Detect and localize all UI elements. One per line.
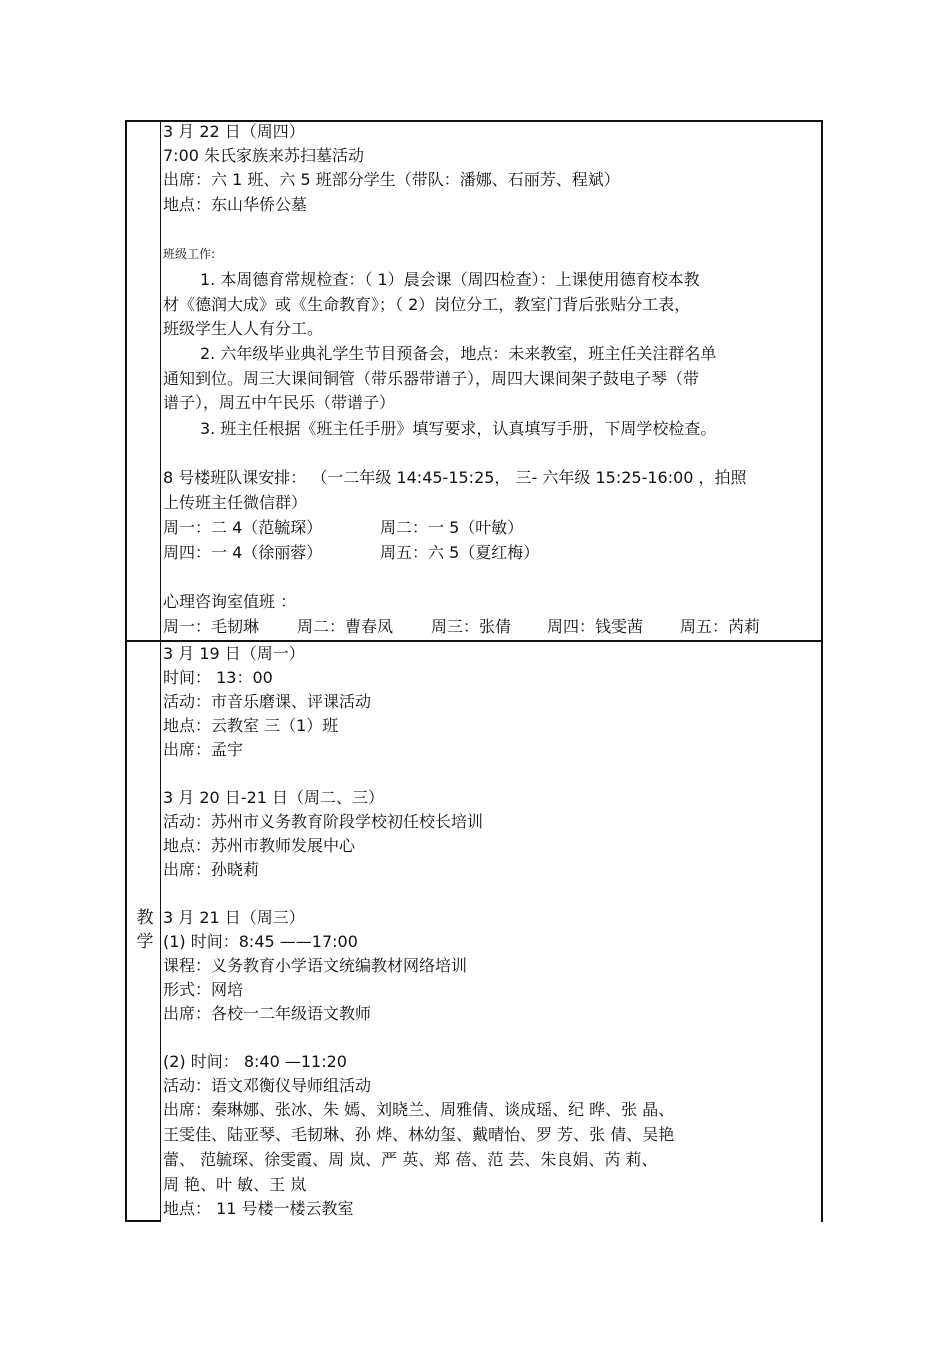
paragraph-line: 班级学生人人有分工。	[163, 319, 324, 338]
activity-line: 活动：苏州市义务教育阶段学校初任校长培训	[163, 812, 484, 831]
duty-cell: 周一：毛韧琳	[163, 617, 260, 636]
paragraph-line: 2. 六年级毕业典礼学生节目预备会，地点：未来教室，班主任关注群名单	[200, 344, 717, 363]
table-left-border	[125, 120, 127, 1222]
table-right-border	[821, 120, 823, 1222]
course-line: 课程：义务教育小学语文统编教材网络培训	[163, 956, 468, 975]
schedule-cell: 周一：二 4（范毓琛）	[163, 518, 323, 537]
paragraph-line: 谱子），周五中午民乐（带谱子）	[163, 393, 396, 412]
attendees-line: 出席：秦琳娜、张冰、朱 嫣、刘晓兰、周雅倩、谈成瑶、纪 晔、张 晶、	[163, 1100, 675, 1119]
date-line: 3 月 19 日（周一）	[163, 644, 305, 663]
schedule-cell: 周五：六 5（夏红梅）	[380, 543, 540, 562]
duty-cell: 周五：芮莉	[680, 617, 761, 636]
schedule-cell: 周四：一 4（徐丽蓉）	[163, 543, 323, 562]
time-line: 时间： 13：00	[163, 668, 273, 687]
date-line: 3 月 20 日-21 日（周二、三）	[163, 788, 385, 807]
duty-cell: 周四：钱雯茜	[547, 617, 644, 636]
paragraph-line: 通知到位。周三大课间铜管（带乐器带谱子），周四大课间架子鼓电子琴（带	[163, 369, 700, 388]
class-meeting-line: 上传班主任微信群）	[163, 493, 308, 512]
label-cell-bottom-border	[125, 1220, 161, 1222]
date-line: 3 月 21 日（周三）	[163, 908, 305, 927]
date-line: 3 月 22 日（周四）	[163, 122, 305, 141]
duty-cell: 周二：曹春凤	[297, 617, 394, 636]
duty-cell: 周三：张倩	[431, 617, 512, 636]
time-line: (2) 时间： 8:40 —11:20	[163, 1052, 347, 1071]
section-class-work	[163, 120, 815, 640]
paragraph-line: 3. 班主任根据《班主任手册》填写要求，认真填写手册，下周学校检查。	[200, 419, 717, 438]
class-work-heading: 班级工作:	[163, 247, 216, 261]
paragraph-line: 材《德润大成》或《生命教育》；（ 2）岗位分工，教室门背后张贴分工表，	[163, 295, 691, 314]
attendees-line: 王雯佳、陆亚琴、毛韧琳、孙 烨、林幼玺、戴晴怡、罗 芳、张 倩、吴艳	[163, 1125, 675, 1144]
table-column-divider	[160, 120, 161, 1222]
location-line: 地点：云教室 三（1）班	[163, 716, 339, 735]
activity-line: 7:00 朱氏家族来苏扫墓活动	[163, 146, 365, 165]
time-line: (1) 时间：8:45 ——17:00	[163, 932, 358, 951]
section-label-teaching: 教学	[136, 908, 154, 952]
activity-line: 活动：市音乐磨课、评课活动	[163, 692, 372, 711]
paragraph-line: 1. 本周德育常规检查：（ 1）晨会课（周四检查）：上课使用德育校本教	[200, 270, 700, 289]
schedule-cell: 周二：一 5（叶敏）	[380, 518, 524, 537]
location-line: 地点： 11 号楼一楼云教室	[163, 1199, 354, 1218]
location-line: 地点：苏州市教师发展中心	[163, 836, 356, 855]
attendees-line: 出席：各校一二年级语文教师	[163, 1004, 372, 1023]
class-meeting-line: 8 号楼班队课安排： （一二年级 14:45-15:25， 三- 六年级 15:25-16:00 ，拍照	[163, 468, 747, 487]
activity-line: 活动：语文邓衡仪导师组活动	[163, 1076, 372, 1095]
attendees-line: 蕾、 范毓琛、徐雯霞、周 岚、严 英、郑 蓓、范 芸、朱良娟、芮 莉、	[163, 1150, 658, 1169]
attendees-line: 出席：六 1 班、六 5 班部分学生（带队：潘娜、石丽芳、程斌）	[163, 170, 620, 189]
counseling-heading: 心理咨询室值班 ：	[163, 592, 297, 611]
attendees-line: 出席：孙晓莉	[163, 860, 260, 879]
attendees-line: 出席：孟宇	[163, 740, 244, 759]
format-line: 形式：网培	[163, 980, 244, 999]
attendees-line: 周 艳、叶 敏、王 岚	[163, 1175, 307, 1194]
location-line: 地点：东山华侨公墓	[163, 195, 308, 214]
section-teaching	[163, 642, 815, 1222]
